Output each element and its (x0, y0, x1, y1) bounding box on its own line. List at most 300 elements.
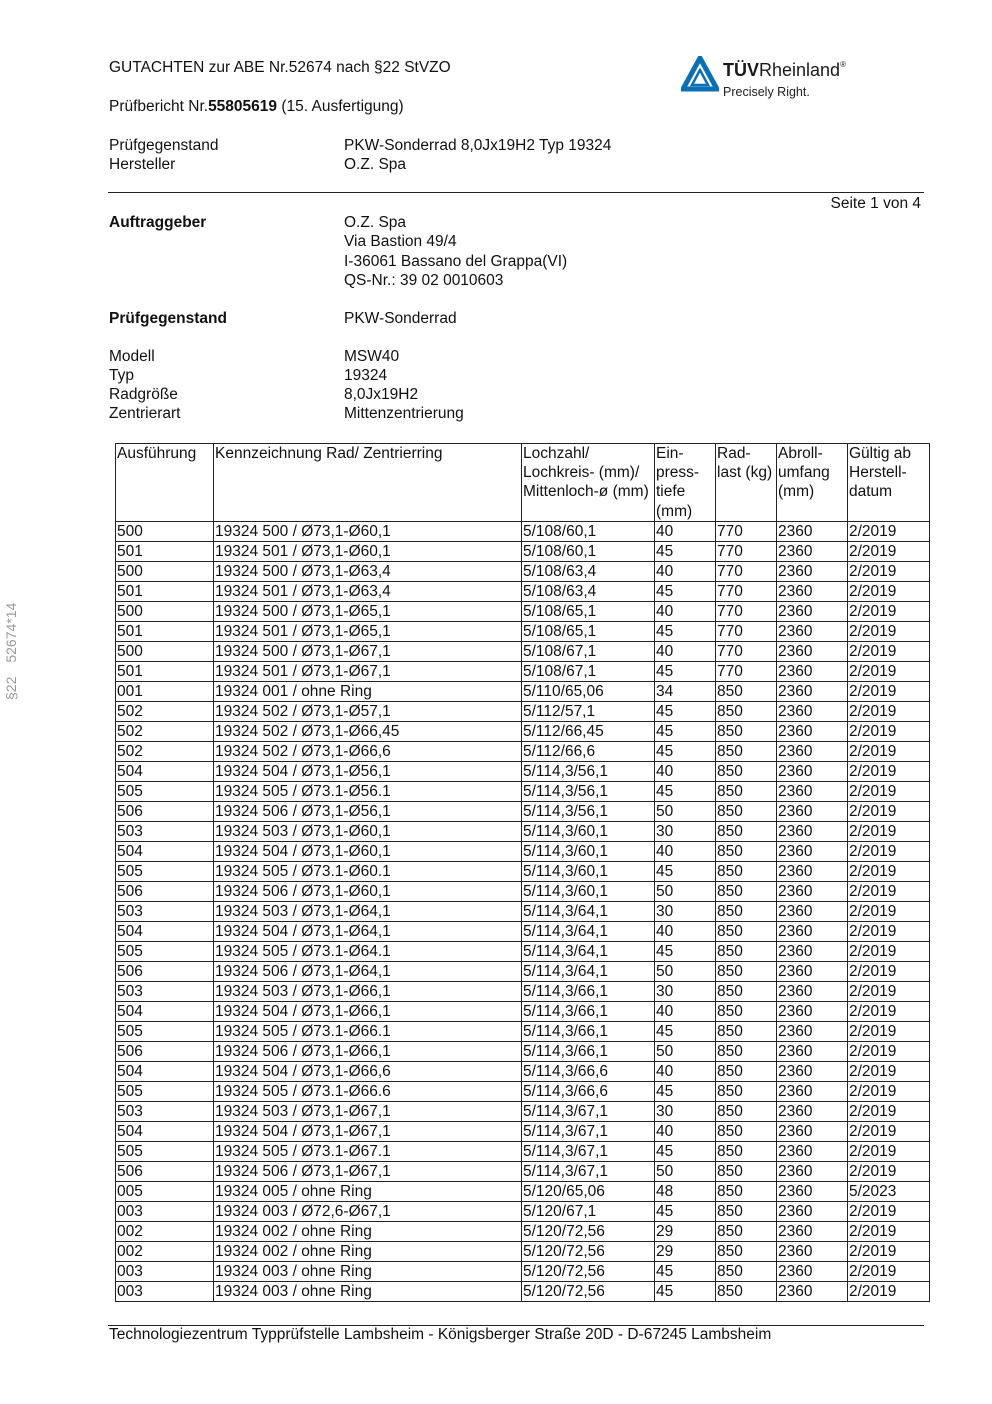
table-row (116, 581, 930, 601)
cell-gueltig-ab: 2/2019 (848, 1261, 930, 1281)
cell-abrollumfang: 2360 (777, 601, 848, 621)
cell-gueltig-ab: 2/2019 (848, 841, 930, 861)
cell-kennzeichnung: 19324 003 / ohne Ring (214, 1281, 522, 1301)
tuv-triangle-icon (681, 56, 719, 92)
cell-einpresstiefe: 50 (655, 801, 716, 821)
cell-einpresstiefe: 45 (655, 861, 716, 881)
table-row (116, 521, 930, 541)
cell-einpresstiefe: 45 (655, 741, 716, 761)
cell-ausfuehrung: 501 (116, 541, 214, 561)
cell-kennzeichnung: 19324 504 / Ø73,1-Ø64,1 (214, 921, 522, 941)
cell-radlast: 850 (716, 961, 777, 981)
cell-lochkreis: 5/114,3/67,1 (522, 1121, 655, 1141)
cell-gueltig-ab: 2/2019 (848, 961, 930, 981)
cell-abrollumfang: 2360 (777, 881, 848, 901)
cell-kennzeichnung: 19324 501 / Ø73,1-Ø67,1 (214, 661, 522, 681)
cell-gueltig-ab: 2/2019 (848, 901, 930, 921)
cell-einpresstiefe: 50 (655, 881, 716, 901)
table-row (116, 1241, 930, 1261)
cell-gueltig-ab: 2/2019 (848, 621, 930, 641)
cell-kennzeichnung: 19324 005 / ohne Ring (214, 1181, 522, 1201)
cell-einpresstiefe: 40 (655, 1061, 716, 1081)
cell-kennzeichnung: 19324 002 / ohne Ring (214, 1221, 522, 1241)
cell-gueltig-ab: 2/2019 (848, 641, 930, 661)
tuv-rheinland-logo (681, 56, 881, 106)
subject-value: PKW-Sonderrad (344, 310, 457, 327)
cell-radlast: 770 (716, 661, 777, 681)
cell-abrollumfang: 2360 (777, 741, 848, 761)
cell-lochkreis: 5/114,3/64,1 (522, 941, 655, 961)
cell-radlast: 850 (716, 881, 777, 901)
cell-gueltig-ab: 2/2019 (848, 1141, 930, 1161)
cell-einpresstiefe: 40 (655, 521, 716, 541)
cell-abrollumfang: 2360 (777, 621, 848, 641)
cell-lochkreis: 5/108/67,1 (522, 661, 655, 681)
cell-ausfuehrung: 506 (116, 881, 214, 901)
cell-gueltig-ab: 2/2019 (848, 1041, 930, 1061)
table-row (116, 701, 930, 721)
cell-abrollumfang: 2360 (777, 761, 848, 781)
cell-abrollumfang: 2360 (777, 661, 848, 681)
cell-radlast: 850 (716, 981, 777, 1001)
cell-gueltig-ab: 2/2019 (848, 781, 930, 801)
cell-abrollumfang: 2360 (777, 1181, 848, 1201)
cell-einpresstiefe: 45 (655, 941, 716, 961)
cell-gueltig-ab: 2/2019 (848, 921, 930, 941)
cell-kennzeichnung: 19324 503 / Ø73,1-Ø64,1 (214, 901, 522, 921)
cell-lochkreis: 5/120/65,06 (522, 1181, 655, 1201)
cell-gueltig-ab: 2/2019 (848, 581, 930, 601)
cell-lochkreis: 5/114,3/67,1 (522, 1101, 655, 1121)
cell-radlast: 850 (716, 1241, 777, 1261)
cell-ausfuehrung: 505 (116, 1021, 214, 1041)
cell-einpresstiefe: 40 (655, 601, 716, 621)
table-row (116, 881, 930, 901)
cell-einpresstiefe: 45 (655, 1201, 716, 1221)
table-row (116, 821, 930, 841)
cell-radlast: 770 (716, 641, 777, 661)
cell-abrollumfang: 2360 (777, 821, 848, 841)
table-row (116, 1161, 930, 1181)
cell-lochkreis: 5/114,3/56,1 (522, 761, 655, 781)
cell-lochkreis: 5/112/66,45 (522, 721, 655, 741)
table-row (116, 1121, 930, 1141)
cell-lochkreis: 5/114,3/64,1 (522, 901, 655, 921)
cell-lochkreis: 5/108/67,1 (522, 641, 655, 661)
table-row (116, 1061, 930, 1081)
cell-radlast: 850 (716, 1181, 777, 1201)
cell-radlast: 850 (716, 861, 777, 881)
cell-kennzeichnung: 19324 500 / Ø73,1-Ø67,1 (214, 641, 522, 661)
cell-einpresstiefe: 45 (655, 1261, 716, 1281)
cell-radlast: 850 (716, 741, 777, 761)
cell-einpresstiefe: 40 (655, 1001, 716, 1021)
cell-kennzeichnung: 19324 506 / Ø73,1-Ø56,1 (214, 801, 522, 821)
cell-lochkreis: 5/120/72,56 (522, 1241, 655, 1261)
cell-kennzeichnung: 19324 501 / Ø73,1-Ø60,1 (214, 541, 522, 561)
cell-einpresstiefe: 45 (655, 701, 716, 721)
cell-radlast: 850 (716, 1101, 777, 1121)
cell-lochkreis: 5/114,3/56,1 (522, 801, 655, 821)
page-indicator: Seite 1 von 4 (830, 195, 921, 212)
cell-kennzeichnung: 19324 504 / Ø73,1-Ø66,6 (214, 1061, 522, 1081)
cell-ausfuehrung: 504 (116, 841, 214, 861)
table-row (116, 1001, 930, 1021)
table-row (116, 801, 930, 821)
cell-ausfuehrung: 003 (116, 1261, 214, 1281)
cell-einpresstiefe: 40 (655, 561, 716, 581)
cell-lochkreis: 5/114,3/60,1 (522, 821, 655, 841)
cell-kennzeichnung: 19324 502 / Ø73,1-Ø66,6 (214, 741, 522, 761)
cell-ausfuehrung: 500 (116, 601, 214, 621)
cell-radlast: 850 (716, 1161, 777, 1181)
table-row (116, 681, 930, 701)
cell-abrollumfang: 2360 (777, 941, 848, 961)
document-title: GUTACHTEN zur ABE Nr.52674 nach §22 StVZO (109, 59, 451, 76)
cell-lochkreis: 5/114,3/64,1 (522, 961, 655, 981)
column-header-gueltig-ab: Gültig ab Herstell- datum (848, 444, 930, 522)
cell-ausfuehrung: 500 (116, 521, 214, 541)
cell-einpresstiefe: 50 (655, 1041, 716, 1061)
cell-radlast: 770 (716, 521, 777, 541)
table-row (116, 841, 930, 861)
cell-einpresstiefe: 45 (655, 1281, 716, 1301)
cell-kennzeichnung: 19324 504 / Ø73,1-Ø56,1 (214, 761, 522, 781)
cell-lochkreis: 5/114,3/60,1 (522, 841, 655, 861)
cell-abrollumfang: 2360 (777, 1161, 848, 1181)
cell-lochkreis: 5/114,3/66,1 (522, 981, 655, 1001)
cell-ausfuehrung: 003 (116, 1201, 214, 1221)
cell-radlast: 850 (716, 941, 777, 961)
table-row (116, 1101, 930, 1121)
cell-ausfuehrung: 505 (116, 1141, 214, 1161)
cell-einpresstiefe: 50 (655, 961, 716, 981)
cell-ausfuehrung: 003 (116, 1281, 214, 1301)
cell-abrollumfang: 2360 (777, 1141, 848, 1161)
table-row (116, 901, 930, 921)
cell-abrollumfang: 2360 (777, 681, 848, 701)
client-label: Auftraggeber (109, 214, 207, 231)
cell-abrollumfang: 2360 (777, 901, 848, 921)
cell-abrollumfang: 2360 (777, 721, 848, 741)
cell-gueltig-ab: 2/2019 (848, 761, 930, 781)
cell-radlast: 850 (716, 681, 777, 701)
cell-kennzeichnung: 19324 506 / Ø73,1-Ø66,1 (214, 1041, 522, 1061)
table-row (116, 941, 930, 961)
cell-kennzeichnung: 19324 501 / Ø73,1-Ø63,4 (214, 581, 522, 601)
cell-gueltig-ab: 2/2019 (848, 801, 930, 821)
table-row (116, 961, 930, 981)
cell-abrollumfang: 2360 (777, 1201, 848, 1221)
cell-ausfuehrung: 502 (116, 741, 214, 761)
cell-radlast: 850 (716, 841, 777, 861)
cell-einpresstiefe: 45 (655, 541, 716, 561)
cell-gueltig-ab: 2/2019 (848, 601, 930, 621)
cell-kennzeichnung: 19324 500 / Ø73,1-Ø65,1 (214, 601, 522, 621)
client-line: Via Bastion 49/4 (344, 233, 457, 250)
table-row (116, 781, 930, 801)
cell-gueltig-ab: 2/2019 (848, 881, 930, 901)
wheel-spec-table (115, 443, 930, 1302)
cell-einpresstiefe: 30 (655, 981, 716, 1001)
cell-gueltig-ab: 2/2019 (848, 701, 930, 721)
cell-gueltig-ab: 2/2019 (848, 1061, 930, 1081)
cell-ausfuehrung: 504 (116, 1061, 214, 1081)
cell-radlast: 850 (716, 821, 777, 841)
cell-kennzeichnung: 19324 505 / Ø73.1-Ø67.1 (214, 1141, 522, 1161)
cell-kennzeichnung: 19324 503 / Ø73,1-Ø67,1 (214, 1101, 522, 1121)
cell-abrollumfang: 2360 (777, 961, 848, 981)
cell-gueltig-ab: 2/2019 (848, 1121, 930, 1141)
cell-gueltig-ab: 2/2019 (848, 981, 930, 1001)
cell-einpresstiefe: 30 (655, 821, 716, 841)
cell-kennzeichnung: 19324 002 / ohne Ring (214, 1241, 522, 1261)
cell-abrollumfang: 2360 (777, 581, 848, 601)
cell-abrollumfang: 2360 (777, 781, 848, 801)
cell-gueltig-ab: 2/2019 (848, 521, 930, 541)
cell-ausfuehrung: 500 (116, 641, 214, 661)
table-row (116, 1021, 930, 1041)
table-row (116, 1201, 930, 1221)
cell-abrollumfang: 2360 (777, 1281, 848, 1301)
cell-kennzeichnung: 19324 502 / Ø73,1-Ø57,1 (214, 701, 522, 721)
cell-lochkreis: 5/108/65,1 (522, 621, 655, 641)
table-row (116, 1041, 930, 1061)
cell-einpresstiefe: 45 (655, 781, 716, 801)
cell-lochkreis: 5/108/60,1 (522, 541, 655, 561)
logo-wordmark: TÜVRheinland® (723, 60, 846, 80)
cell-kennzeichnung: 19324 001 / ohne Ring (214, 681, 522, 701)
cell-einpresstiefe: 48 (655, 1181, 716, 1201)
column-header-lochkreis: Lochzahl/ Lochkreis- (mm)/ Mittenloch-ø (mm) (522, 444, 655, 522)
cell-abrollumfang: 2360 (777, 861, 848, 881)
table-row (116, 1261, 930, 1281)
cell-kennzeichnung: 19324 501 / Ø73,1-Ø65,1 (214, 621, 522, 641)
cell-radlast: 850 (716, 801, 777, 821)
cell-lochkreis: 5/114,3/67,1 (522, 1161, 655, 1181)
cell-kennzeichnung: 19324 506 / Ø73,1-Ø67,1 (214, 1161, 522, 1181)
cell-gueltig-ab: 2/2019 (848, 1081, 930, 1101)
cell-einpresstiefe: 34 (655, 681, 716, 701)
cell-radlast: 850 (716, 781, 777, 801)
cell-gueltig-ab: 2/2019 (848, 541, 930, 561)
cell-kennzeichnung: 19324 503 / Ø73,1-Ø60,1 (214, 821, 522, 841)
table-row (116, 721, 930, 741)
cell-ausfuehrung: 505 (116, 861, 214, 881)
cell-radlast: 770 (716, 601, 777, 621)
cell-einpresstiefe: 45 (655, 621, 716, 641)
cell-ausfuehrung: 504 (116, 761, 214, 781)
cell-abrollumfang: 2360 (777, 921, 848, 941)
cell-abrollumfang: 2360 (777, 841, 848, 861)
cell-kennzeichnung: 19324 003 / Ø72,6-Ø67,1 (214, 1201, 522, 1221)
cell-radlast: 850 (716, 721, 777, 741)
cell-abrollumfang: 2360 (777, 521, 848, 541)
cell-radlast: 770 (716, 541, 777, 561)
cell-radlast: 770 (716, 561, 777, 581)
cell-einpresstiefe: 45 (655, 581, 716, 601)
cell-lochkreis: 5/114,3/66,1 (522, 1021, 655, 1041)
cell-lochkreis: 5/114,3/66,1 (522, 1041, 655, 1061)
cell-ausfuehrung: 501 (116, 581, 214, 601)
cell-abrollumfang: 2360 (777, 1021, 848, 1041)
cell-radlast: 850 (716, 701, 777, 721)
cell-radlast: 850 (716, 1021, 777, 1041)
cell-ausfuehrung: 503 (116, 821, 214, 841)
side-stamp: §2252674*14 (3, 602, 19, 700)
cell-ausfuehrung: 503 (116, 981, 214, 1001)
cell-lochkreis: 5/120/72,56 (522, 1281, 655, 1301)
cell-kennzeichnung: 19324 506 / Ø73,1-Ø64,1 (214, 961, 522, 981)
cell-gueltig-ab: 2/2019 (848, 1281, 930, 1301)
cell-ausfuehrung: 504 (116, 1001, 214, 1021)
table-row (116, 981, 930, 1001)
cell-kennzeichnung: 19324 500 / Ø73,1-Ø63,4 (214, 561, 522, 581)
cell-gueltig-ab: 2/2019 (848, 661, 930, 681)
cell-gueltig-ab: 2/2019 (848, 1161, 930, 1181)
cell-lochkreis: 5/108/63,4 (522, 581, 655, 601)
cell-abrollumfang: 2360 (777, 641, 848, 661)
cell-abrollumfang: 2360 (777, 1261, 848, 1281)
cell-abrollumfang: 2360 (777, 561, 848, 581)
column-header-ausfuehrung: Ausführung (116, 444, 214, 522)
column-header-radlast: Rad- last (kg) (716, 444, 777, 522)
cell-abrollumfang: 2360 (777, 1061, 848, 1081)
cell-radlast: 850 (716, 1201, 777, 1221)
cell-einpresstiefe: 30 (655, 1101, 716, 1121)
cell-ausfuehrung: 002 (116, 1221, 214, 1241)
table-row (116, 601, 930, 621)
cell-ausfuehrung: 501 (116, 661, 214, 681)
cell-ausfuehrung: 504 (116, 921, 214, 941)
table-row (116, 1221, 930, 1241)
cell-abrollumfang: 2360 (777, 1041, 848, 1061)
header-divider (108, 192, 924, 193)
cell-kennzeichnung: 19324 505 / Ø73.1-Ø64.1 (214, 941, 522, 961)
cell-einpresstiefe: 40 (655, 761, 716, 781)
cell-gueltig-ab: 2/2019 (848, 941, 930, 961)
cell-radlast: 850 (716, 1281, 777, 1301)
cell-einpresstiefe: 40 (655, 1121, 716, 1141)
cell-radlast: 850 (716, 1221, 777, 1241)
cell-abrollumfang: 2360 (777, 1101, 848, 1121)
cell-einpresstiefe: 45 (655, 661, 716, 681)
table-row (116, 621, 930, 641)
cell-abrollumfang: 2360 (777, 1241, 848, 1261)
cell-kennzeichnung: 19324 505 / Ø73.1-Ø66.1 (214, 1021, 522, 1041)
cell-ausfuehrung: 506 (116, 801, 214, 821)
cell-kennzeichnung: 19324 505 / Ø73.1-Ø60.1 (214, 861, 522, 881)
cell-gueltig-ab: 2/2019 (848, 1241, 930, 1261)
cell-lochkreis: 5/120/72,56 (522, 1221, 655, 1241)
cell-ausfuehrung: 002 (116, 1241, 214, 1261)
subject-label: Prüfgegenstand (109, 310, 227, 327)
cell-lochkreis: 5/114,3/64,1 (522, 921, 655, 941)
cell-lochkreis: 5/114,3/60,1 (522, 881, 655, 901)
client-line: QS-Nr.: 39 02 0010603 (344, 272, 504, 289)
cell-lochkreis: 5/108/60,1 (522, 521, 655, 541)
cell-gueltig-ab: 2/2019 (848, 1021, 930, 1041)
cell-kennzeichnung: 19324 003 / ohne Ring (214, 1261, 522, 1281)
cell-einpresstiefe: 29 (655, 1221, 716, 1241)
column-header-kennzeichnung: Kennzeichnung Rad/ Zentrierring (214, 444, 522, 522)
cell-gueltig-ab: 2/2019 (848, 741, 930, 761)
cell-abrollumfang: 2360 (777, 1001, 848, 1021)
column-header-einpresstiefe: Ein- press- tiefe (mm) (655, 444, 716, 522)
cell-gueltig-ab: 2/2019 (848, 681, 930, 701)
cell-ausfuehrung: 504 (116, 1121, 214, 1141)
cell-abrollumfang: 2360 (777, 981, 848, 1001)
cell-radlast: 770 (716, 581, 777, 601)
cell-lochkreis: 5/120/67,1 (522, 1201, 655, 1221)
cell-ausfuehrung: 506 (116, 961, 214, 981)
table-row (116, 561, 930, 581)
table-row (116, 1281, 930, 1301)
cell-radlast: 850 (716, 1121, 777, 1141)
cell-lochkreis: 5/108/63,4 (522, 561, 655, 581)
logo-tagline: Precisely Right. (723, 85, 810, 99)
cell-einpresstiefe: 30 (655, 901, 716, 921)
cell-lochkreis: 5/114,3/67,1 (522, 1141, 655, 1161)
cell-einpresstiefe: 45 (655, 1021, 716, 1041)
cell-einpresstiefe: 45 (655, 1141, 716, 1161)
cell-lochkreis: 5/114,3/66,6 (522, 1081, 655, 1101)
cell-radlast: 850 (716, 1041, 777, 1061)
cell-kennzeichnung: 19324 504 / Ø73,1-Ø67,1 (214, 1121, 522, 1141)
cell-radlast: 850 (716, 761, 777, 781)
cell-einpresstiefe: 40 (655, 921, 716, 941)
cell-kennzeichnung: 19324 505 / Ø73.1-Ø66.6 (214, 1081, 522, 1101)
table-row (116, 641, 930, 661)
cell-ausfuehrung: 502 (116, 701, 214, 721)
cell-lochkreis: 5/114,3/60,1 (522, 861, 655, 881)
cell-gueltig-ab: 2/2019 (848, 561, 930, 581)
cell-ausfuehrung: 500 (116, 561, 214, 581)
table-body (116, 521, 930, 1301)
cell-ausfuehrung: 503 (116, 1101, 214, 1121)
cell-kennzeichnung: 19324 504 / Ø73,1-Ø66,1 (214, 1001, 522, 1021)
cell-radlast: 850 (716, 921, 777, 941)
cell-gueltig-ab: 2/2019 (848, 1001, 930, 1021)
table-row (116, 1081, 930, 1101)
cell-kennzeichnung: 19324 504 / Ø73,1-Ø60,1 (214, 841, 522, 861)
cell-radlast: 850 (716, 1001, 777, 1021)
cell-ausfuehrung: 001 (116, 681, 214, 701)
cell-ausfuehrung: 501 (116, 621, 214, 641)
table-row (116, 861, 930, 881)
cell-radlast: 850 (716, 1081, 777, 1101)
cell-ausfuehrung: 505 (116, 781, 214, 801)
cell-kennzeichnung: 19324 506 / Ø73,1-Ø60,1 (214, 881, 522, 901)
report-prefix: Prüfbericht Nr. (109, 98, 209, 115)
cell-lochkreis: 5/114,3/66,1 (522, 1001, 655, 1021)
cell-kennzeichnung: 19324 502 / Ø73,1-Ø66,45 (214, 721, 522, 741)
cell-lochkreis: 5/110/65,06 (522, 681, 655, 701)
cell-abrollumfang: 2360 (777, 701, 848, 721)
cell-abrollumfang: 2360 (777, 1121, 848, 1141)
cell-ausfuehrung: 502 (116, 721, 214, 741)
cell-abrollumfang: 2360 (777, 1081, 848, 1101)
cell-gueltig-ab: 5/2023 (848, 1181, 930, 1201)
cell-gueltig-ab: 2/2019 (848, 1201, 930, 1221)
table-row (116, 541, 930, 561)
cell-ausfuehrung: 005 (116, 1181, 214, 1201)
cell-lochkreis: 5/112/57,1 (522, 701, 655, 721)
cell-radlast: 850 (716, 1141, 777, 1161)
cell-abrollumfang: 2360 (777, 801, 848, 821)
cell-lochkreis: 5/114,3/56,1 (522, 781, 655, 801)
cell-radlast: 850 (716, 1261, 777, 1281)
